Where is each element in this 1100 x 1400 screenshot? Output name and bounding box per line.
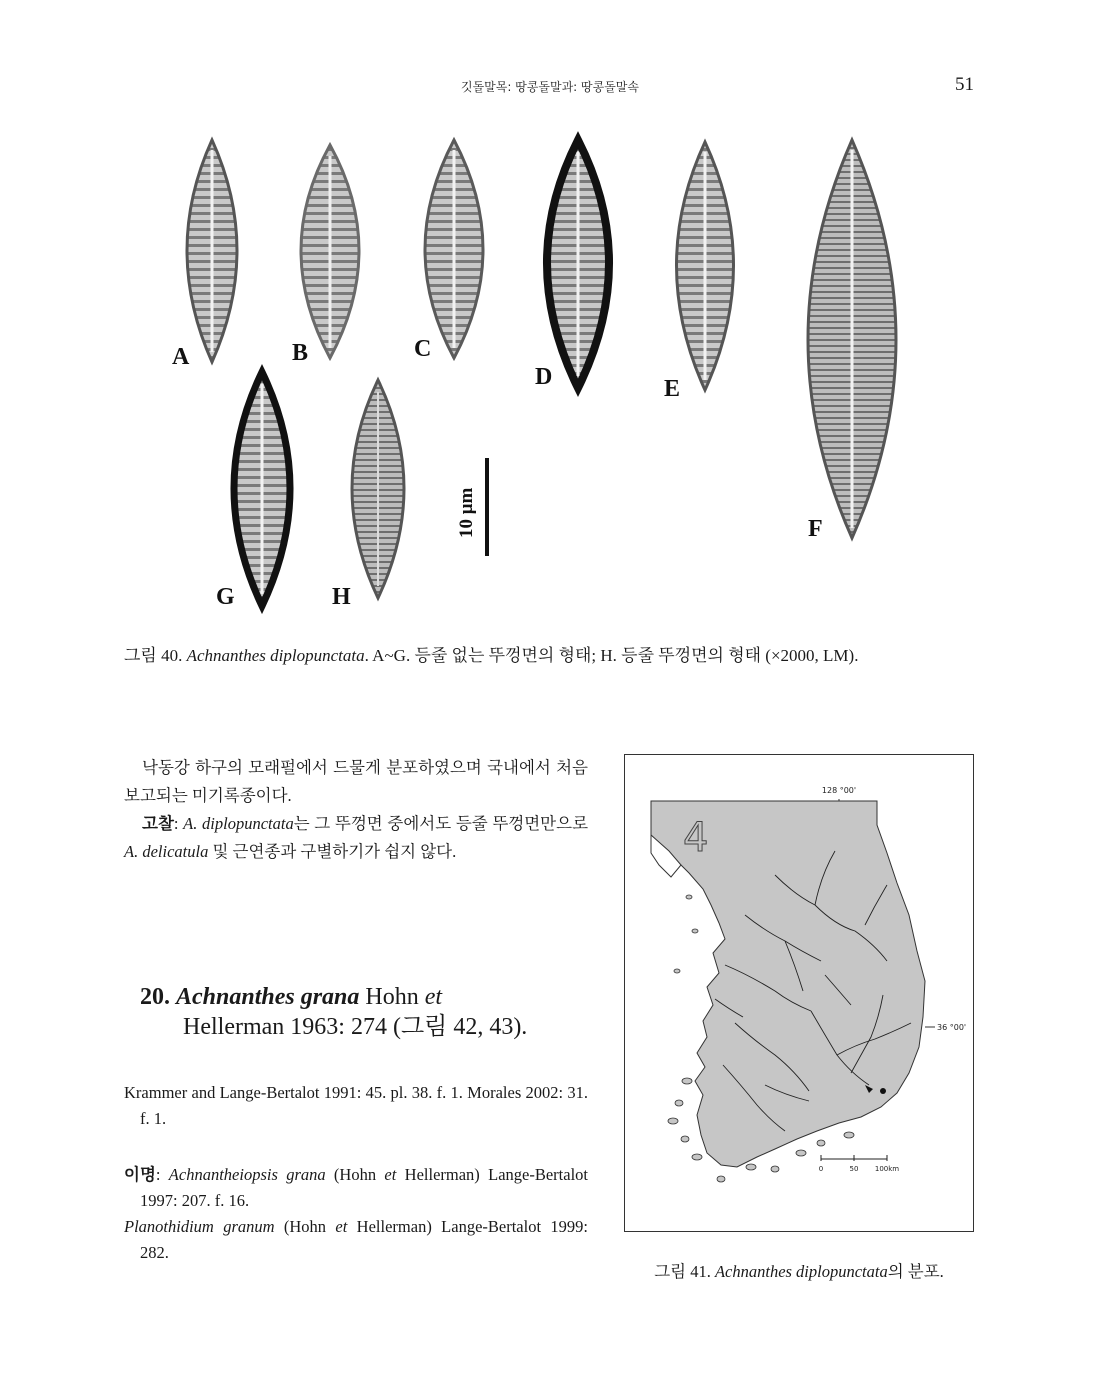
remarks-species: A. diplopunctata — [183, 814, 294, 833]
diatom-valve-b — [301, 145, 359, 358]
synonym-2-name: Planothidium granum — [124, 1217, 275, 1236]
diatom-valve-f — [808, 140, 896, 538]
remarks-paragraph — [124, 810, 588, 866]
panel-label-d: D — [535, 364, 553, 390]
references — [124, 1080, 588, 1266]
synonym-2-b: Hellerman) Lange-Bertalot 1999: 282. — [140, 1217, 588, 1262]
figure-40-text: . A~G. 등줄 없는 뚜껑면의 형태; H. 등줄 뚜껑면의 형태 (×2000, LM). — [364, 646, 859, 665]
latitude-label: 36 °00' — [937, 1023, 967, 1032]
panel-label-e: E — [664, 376, 681, 402]
body-text — [124, 754, 588, 866]
panel-label-g: G — [216, 584, 235, 610]
synonym-2 — [124, 1214, 588, 1266]
figure-41-species: Achnanthes diplopunctata — [714, 1262, 888, 1281]
diatom-valve-d — [547, 140, 609, 388]
synonym-1-name: Achnantheiopsis grana — [168, 1165, 326, 1184]
reference-1: Krammer and Lange-Bertalot 1991: 45. pl. 38. f. 1. Morales 2002: 31. f. 1. — [124, 1083, 588, 1128]
panel-label-c: C — [414, 336, 432, 362]
diatom-valve-a — [187, 140, 237, 362]
distribution-map-frame — [624, 754, 974, 1232]
running-header: 깃돌말목: 땅콩돌말과: 땅콩돌말속 — [460, 80, 639, 94]
remarks-colon: : — [173, 814, 184, 833]
synonym-1-b: Hellerman) Lange-Bertalot 1997: 207. f. 16. — [140, 1165, 588, 1210]
synonym-label: 이명 — [124, 1165, 156, 1184]
figure-40-caption — [124, 642, 974, 669]
scale-label-0: 0 — [818, 1165, 824, 1173]
remarks-text-2: 및 근연종과 구별하기가 쉽지 않다. — [208, 842, 457, 861]
map-panel-number: 4 — [683, 815, 709, 861]
species-number: 20. — [140, 984, 170, 1010]
figure-41-caption — [624, 1258, 974, 1282]
figure-40-prefix: 그림 40. — [124, 646, 187, 665]
species-heading — [140, 982, 600, 1042]
species-author-1: Hohn — [359, 984, 425, 1010]
synonym-colon: : — [155, 1165, 169, 1184]
diatom-valve-g — [234, 372, 290, 606]
figure-41-suffix: 의 분포. — [887, 1262, 944, 1281]
figure-40-species: Achnanthes diplopunctata — [186, 646, 365, 665]
panel-label-a: A — [172, 344, 190, 370]
synonym-2-et: et — [335, 1217, 348, 1236]
species-author-line-2: Hellerman 1963: 274 (그림 42, 43). — [183, 1014, 528, 1040]
distribution-paragraph: 낙동강 하구의 모래펄에서 드물게 분포하였으며 국내에서 처음 보고되는 미기록종이다. — [124, 758, 588, 805]
longitude-label: 128 °00' — [821, 786, 857, 795]
figure-41-prefix: 그림 41. — [654, 1262, 715, 1281]
diatom-valve-h — [352, 380, 404, 598]
synonym-1-a: (Hohn — [325, 1165, 385, 1184]
remarks-label: 고찰 — [142, 814, 174, 833]
panel-label-f: F — [808, 516, 823, 542]
diatom-valve-e — [677, 142, 734, 390]
scale-label-100: 100km — [874, 1165, 900, 1173]
panel-label-b: B — [292, 340, 309, 366]
species-name: Achnanthes grana — [176, 984, 360, 1010]
species-author-et: et — [424, 984, 443, 1010]
scale-label-50: 50 — [849, 1165, 859, 1173]
map-scale-bar — [819, 1155, 900, 1173]
remarks-species-2: A. delicatula — [124, 842, 209, 861]
diatom-valve-c — [425, 140, 483, 358]
scale-bar-label: 10 μm — [456, 487, 477, 538]
korea-distribution-map — [625, 755, 973, 1231]
synonym-1 — [124, 1162, 588, 1214]
panel-label-h: H — [332, 584, 351, 610]
synonym-2-a: (Hohn — [274, 1217, 336, 1236]
synonym-1-et: et — [384, 1165, 397, 1184]
page-number: 51 — [955, 74, 974, 95]
diatom-micrograph-plate — [0, 0, 1100, 640]
remarks-text-1: 는 그 뚜껑면 중에서도 등줄 뚜껑면만으로 — [293, 814, 589, 833]
